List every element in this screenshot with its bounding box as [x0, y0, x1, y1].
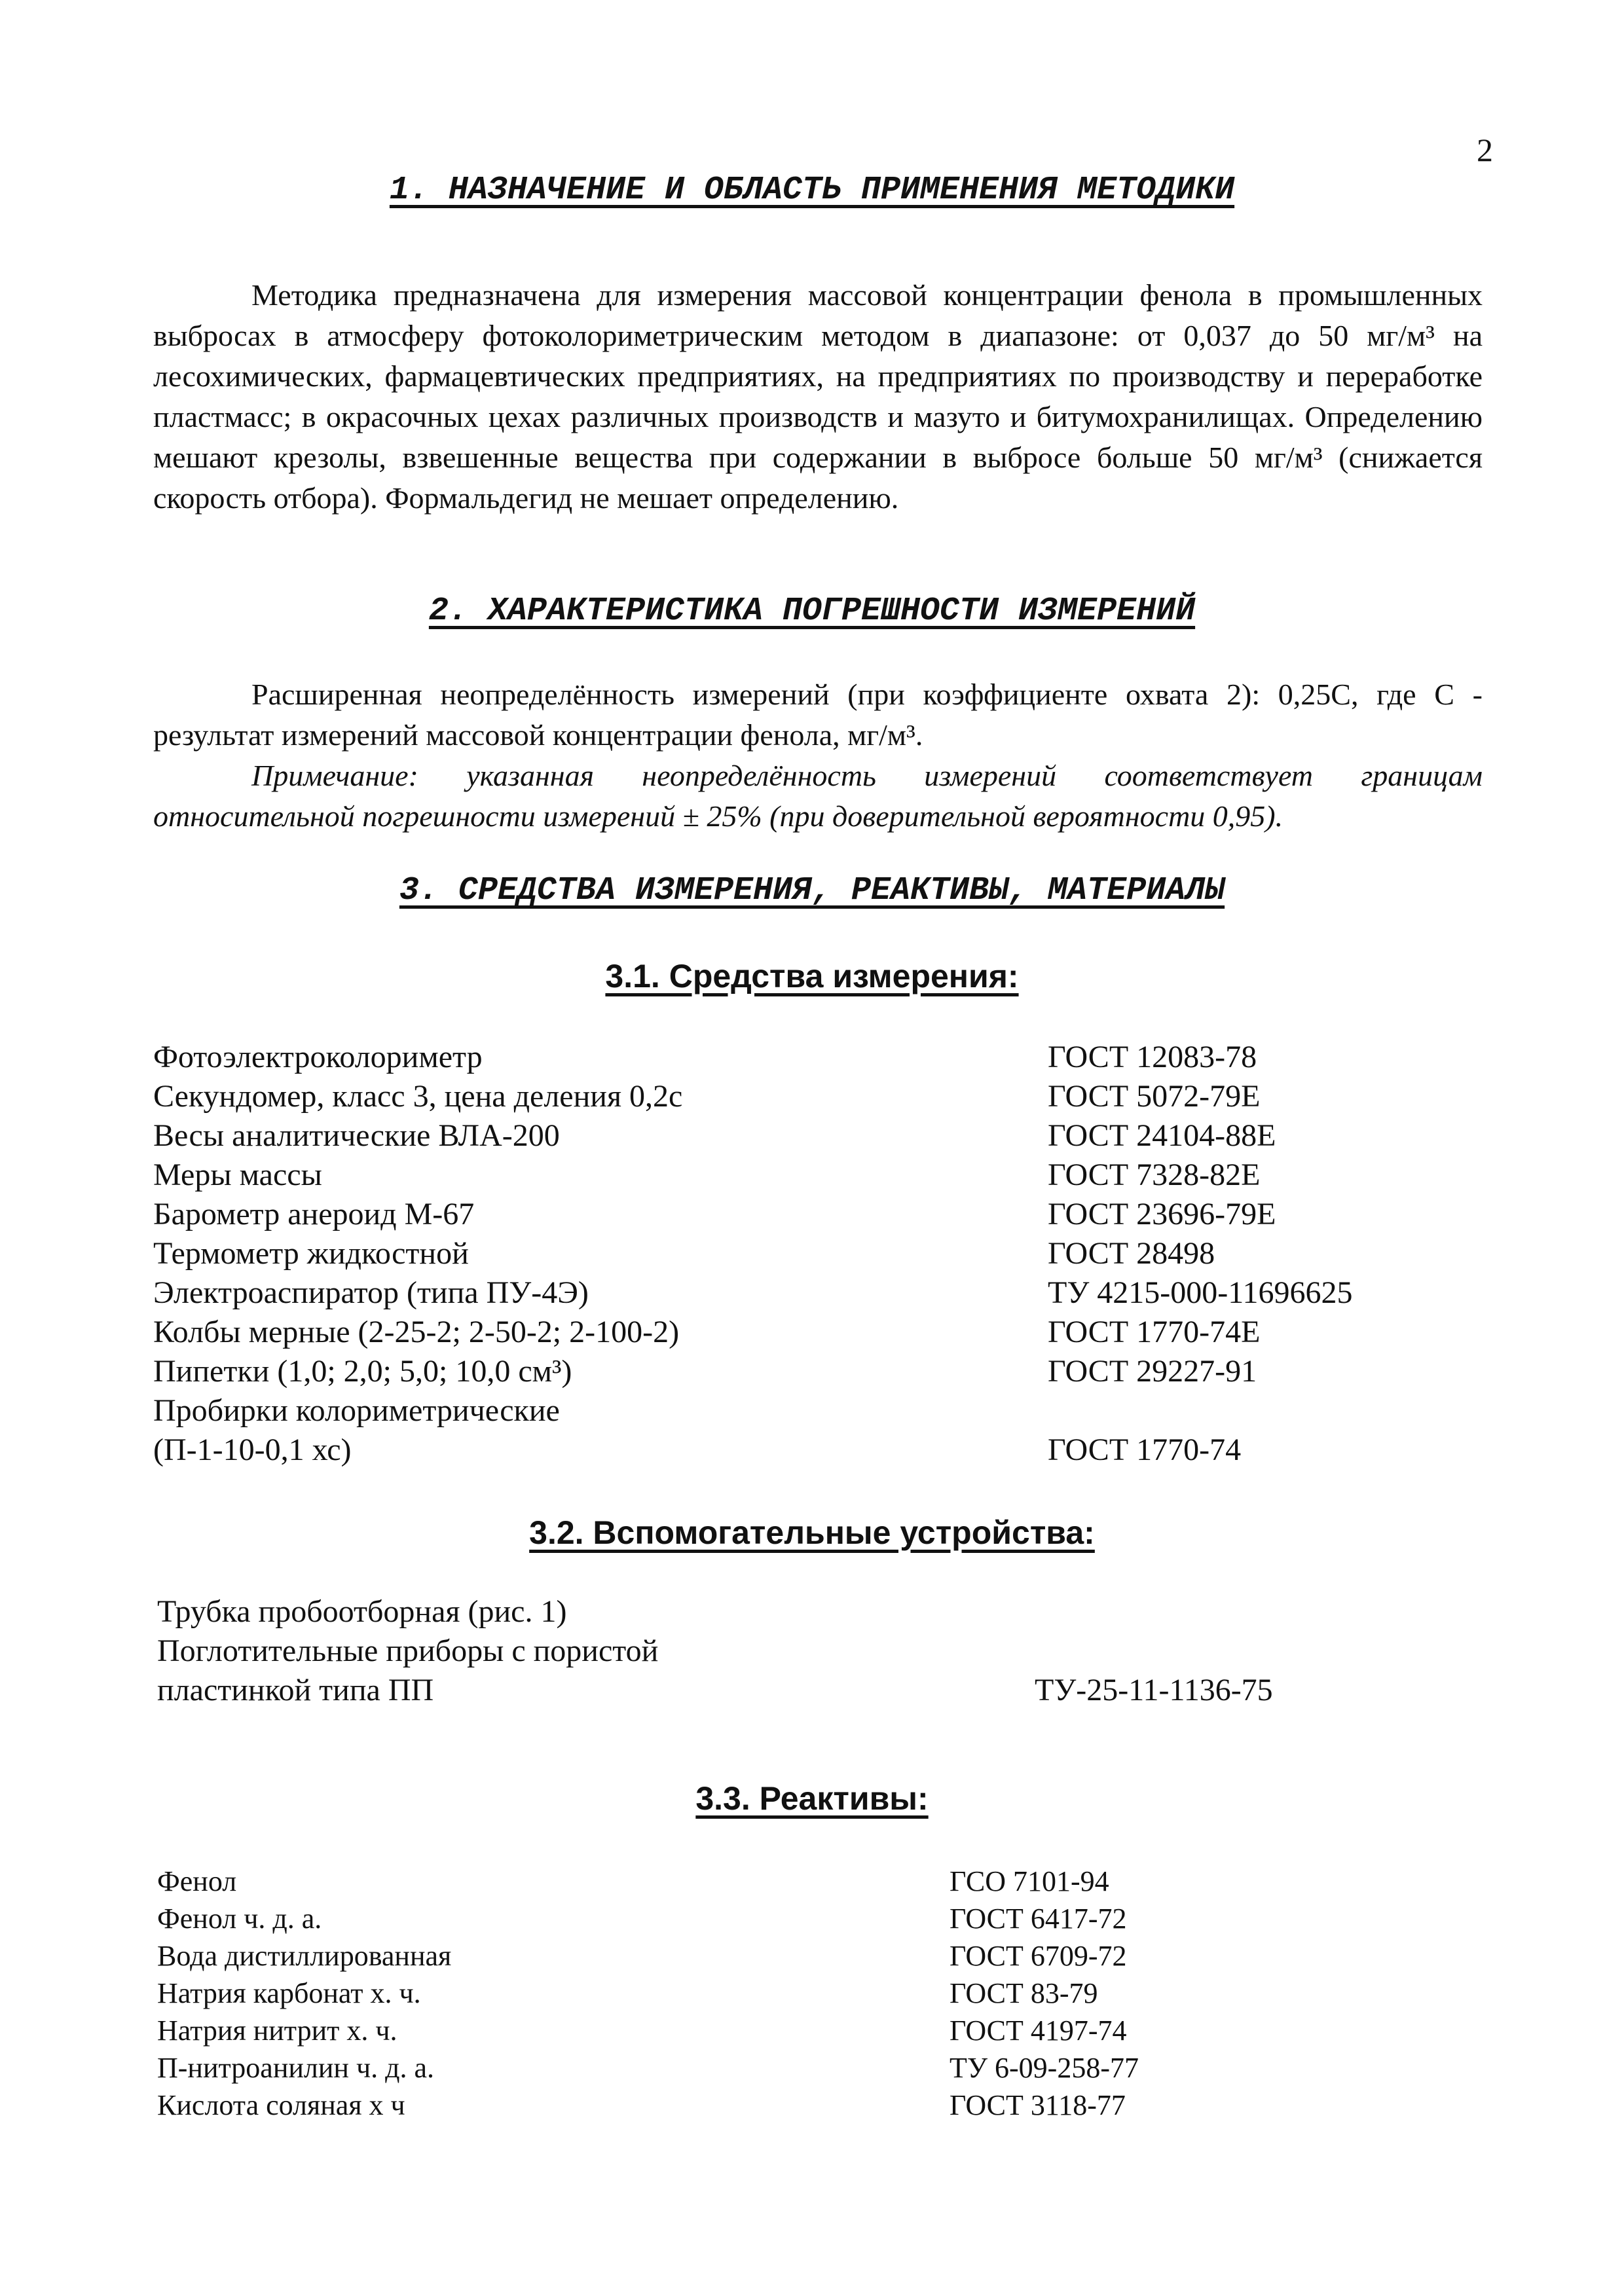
table-row [153, 1430, 1463, 1470]
item-name: Фотоэлектроколориметр [153, 1040, 483, 1074]
item-standard: ГОСТ 29227-91 [1048, 1354, 1257, 1389]
item-name: Пипетки (1,0; 2,0; 5,0; 10,0 см³) [153, 1354, 572, 1389]
item-name: Пробирки колориметрические [153, 1393, 560, 1428]
item-standard: ГОСТ 1770-74Е [1048, 1315, 1261, 1349]
page-number: 2 [1477, 132, 1493, 168]
table-row [157, 1937, 1467, 1975]
section-2-note [153, 756, 1483, 837]
section-2-paragraph [153, 674, 1483, 756]
table-row [157, 2012, 1467, 2049]
item-name: Меры массы [153, 1157, 322, 1192]
table-row [157, 1671, 1467, 1710]
item-standard: ГОСТ 4197-74 [950, 2014, 1127, 2047]
table-row [153, 1313, 1463, 1352]
table-row [157, 2049, 1467, 2086]
item-standard: ГОСТ 28498 [1048, 1236, 1215, 1271]
table-row [157, 1592, 1467, 1631]
instruments-table [153, 1038, 1463, 1470]
item-standard: ГОСТ 1770-74 [1048, 1432, 1242, 1467]
table-row [157, 1631, 1467, 1671]
table-row [153, 1038, 1463, 1077]
section-2-note-text: Примечание: указанная неопределённость измерений соответствует границам относительной погрешности измерений ± 25% (при доверительной вероятности 0,95). [153, 759, 1483, 833]
item-name: Вода дистиллированная [157, 1940, 452, 1972]
item-name: Барометр анероид М-67 [153, 1197, 475, 1231]
item-standard: ТУ-25-11-1136-75 [1035, 1673, 1273, 1707]
subsection-3-3-heading: 3.3. Реактивы: [695, 1780, 929, 1817]
item-name: Трубка пробоотборная (рис. 1) [157, 1594, 567, 1629]
item-standard: ГОСТ 23696-79Е [1048, 1197, 1276, 1231]
item-name: Термометр жидкостной [153, 1236, 469, 1271]
table-row [157, 1900, 1467, 1937]
table-row [153, 1234, 1463, 1273]
section-1-text: Методика предназначена для измерения массовой концентрации фенола в промышленных выбросах в атмосферу фотоколориметрическим методом в диапазоне: от 0,037 до 50 мг/м³ на лесохимических, фармацевтических предприятиях, на предприятиях по производству и переработке пластмасс; в окрасочных цехах различных производств и мазуто и битумохранилищах. Определению мешают крезолы, взвешенные вещества при содержании в выбросе больше 50 мг/м³ (снижается скорость отбора). Формальдегид не мешает определению. [153, 278, 1483, 515]
item-name: П-нитроанилин ч. д. а. [157, 2052, 435, 2084]
section-2-heading: 2. ХАРАКТЕРИСТИКА ПОГРЕШНОСТИ ИЗМЕРЕНИЙ [428, 592, 1196, 630]
item-name: Натрия карбонат х. ч. [157, 1977, 421, 2009]
item-standard: ГОСТ 6417-72 [950, 1903, 1127, 1935]
item-name: пластинкой типа ПП [157, 1673, 434, 1707]
item-name: Кислота соляная х ч [157, 2089, 405, 2121]
item-standard: ТУ 4215-000-11696625 [1048, 1275, 1353, 1310]
subsection-3-1-heading: 3.1. Средства измерения: [605, 958, 1019, 994]
item-name: Электроаспиратор (типа ПУ-4Э) [153, 1275, 589, 1310]
table-row [153, 1273, 1463, 1313]
item-name: Поглотительные приборы с пористой [157, 1633, 659, 1668]
item-name: Фенол [157, 1865, 237, 1897]
table-row [157, 2086, 1467, 2124]
table-row [153, 1391, 1463, 1430]
item-standard: ГОСТ 6709-72 [950, 1940, 1127, 1972]
section-3-heading: 3. СРЕДСТВА ИЗМЕРЕНИЯ, РЕАКТИВЫ, МАТЕРИАЛЫ [399, 872, 1225, 909]
item-name: Колбы мерные (2-25-2; 2-50-2; 2-100-2) [153, 1315, 680, 1349]
section-2-text: Расширенная неопределённость измерений (при коэффициенте охвата 2): 0,25С, где С - результат измерений массовой концентрации фенола, мг/м³. [153, 678, 1483, 752]
section-1-heading: 1. НАЗНАЧЕНИЕ И ОБЛАСТЬ ПРИМЕНЕНИЯ МЕТОДИКИ [389, 172, 1235, 209]
table-row [153, 1077, 1463, 1116]
item-standard: ГСО 7101-94 [950, 1865, 1109, 1897]
item-standard: ГОСТ 5072-79Е [1048, 1079, 1261, 1114]
item-name: (П-1-10-0,1 хс) [153, 1432, 352, 1467]
item-standard: ГОСТ 12083-78 [1048, 1040, 1257, 1074]
table-row [153, 1352, 1463, 1391]
item-standard: ТУ 6-09-258-77 [950, 2052, 1139, 2084]
item-name: Фенол ч. д. а. [157, 1903, 322, 1935]
item-name: Секундомер, класс 3, цена деления 0,2с [153, 1079, 683, 1114]
table-row [153, 1116, 1463, 1156]
reagents-table [157, 1863, 1467, 2124]
item-standard: ГОСТ 7328-82Е [1048, 1157, 1261, 1192]
section-1-paragraph [153, 275, 1483, 519]
table-row [153, 1156, 1463, 1195]
item-name: Натрия нитрит х. ч. [157, 2014, 397, 2047]
table-row [157, 1975, 1467, 2012]
subsection-3-2-heading: 3.2. Вспомогательные устройства: [529, 1514, 1095, 1551]
item-name: Весы аналитические ВЛА-200 [153, 1118, 560, 1153]
item-standard: ГОСТ 3118-77 [950, 2089, 1126, 2121]
table-row [153, 1195, 1463, 1234]
auxiliary-devices-table [157, 1592, 1467, 1710]
item-standard: ГОСТ 83-79 [950, 1977, 1098, 2009]
table-row [157, 1863, 1467, 1900]
item-standard: ГОСТ 24104-88Е [1048, 1118, 1276, 1153]
